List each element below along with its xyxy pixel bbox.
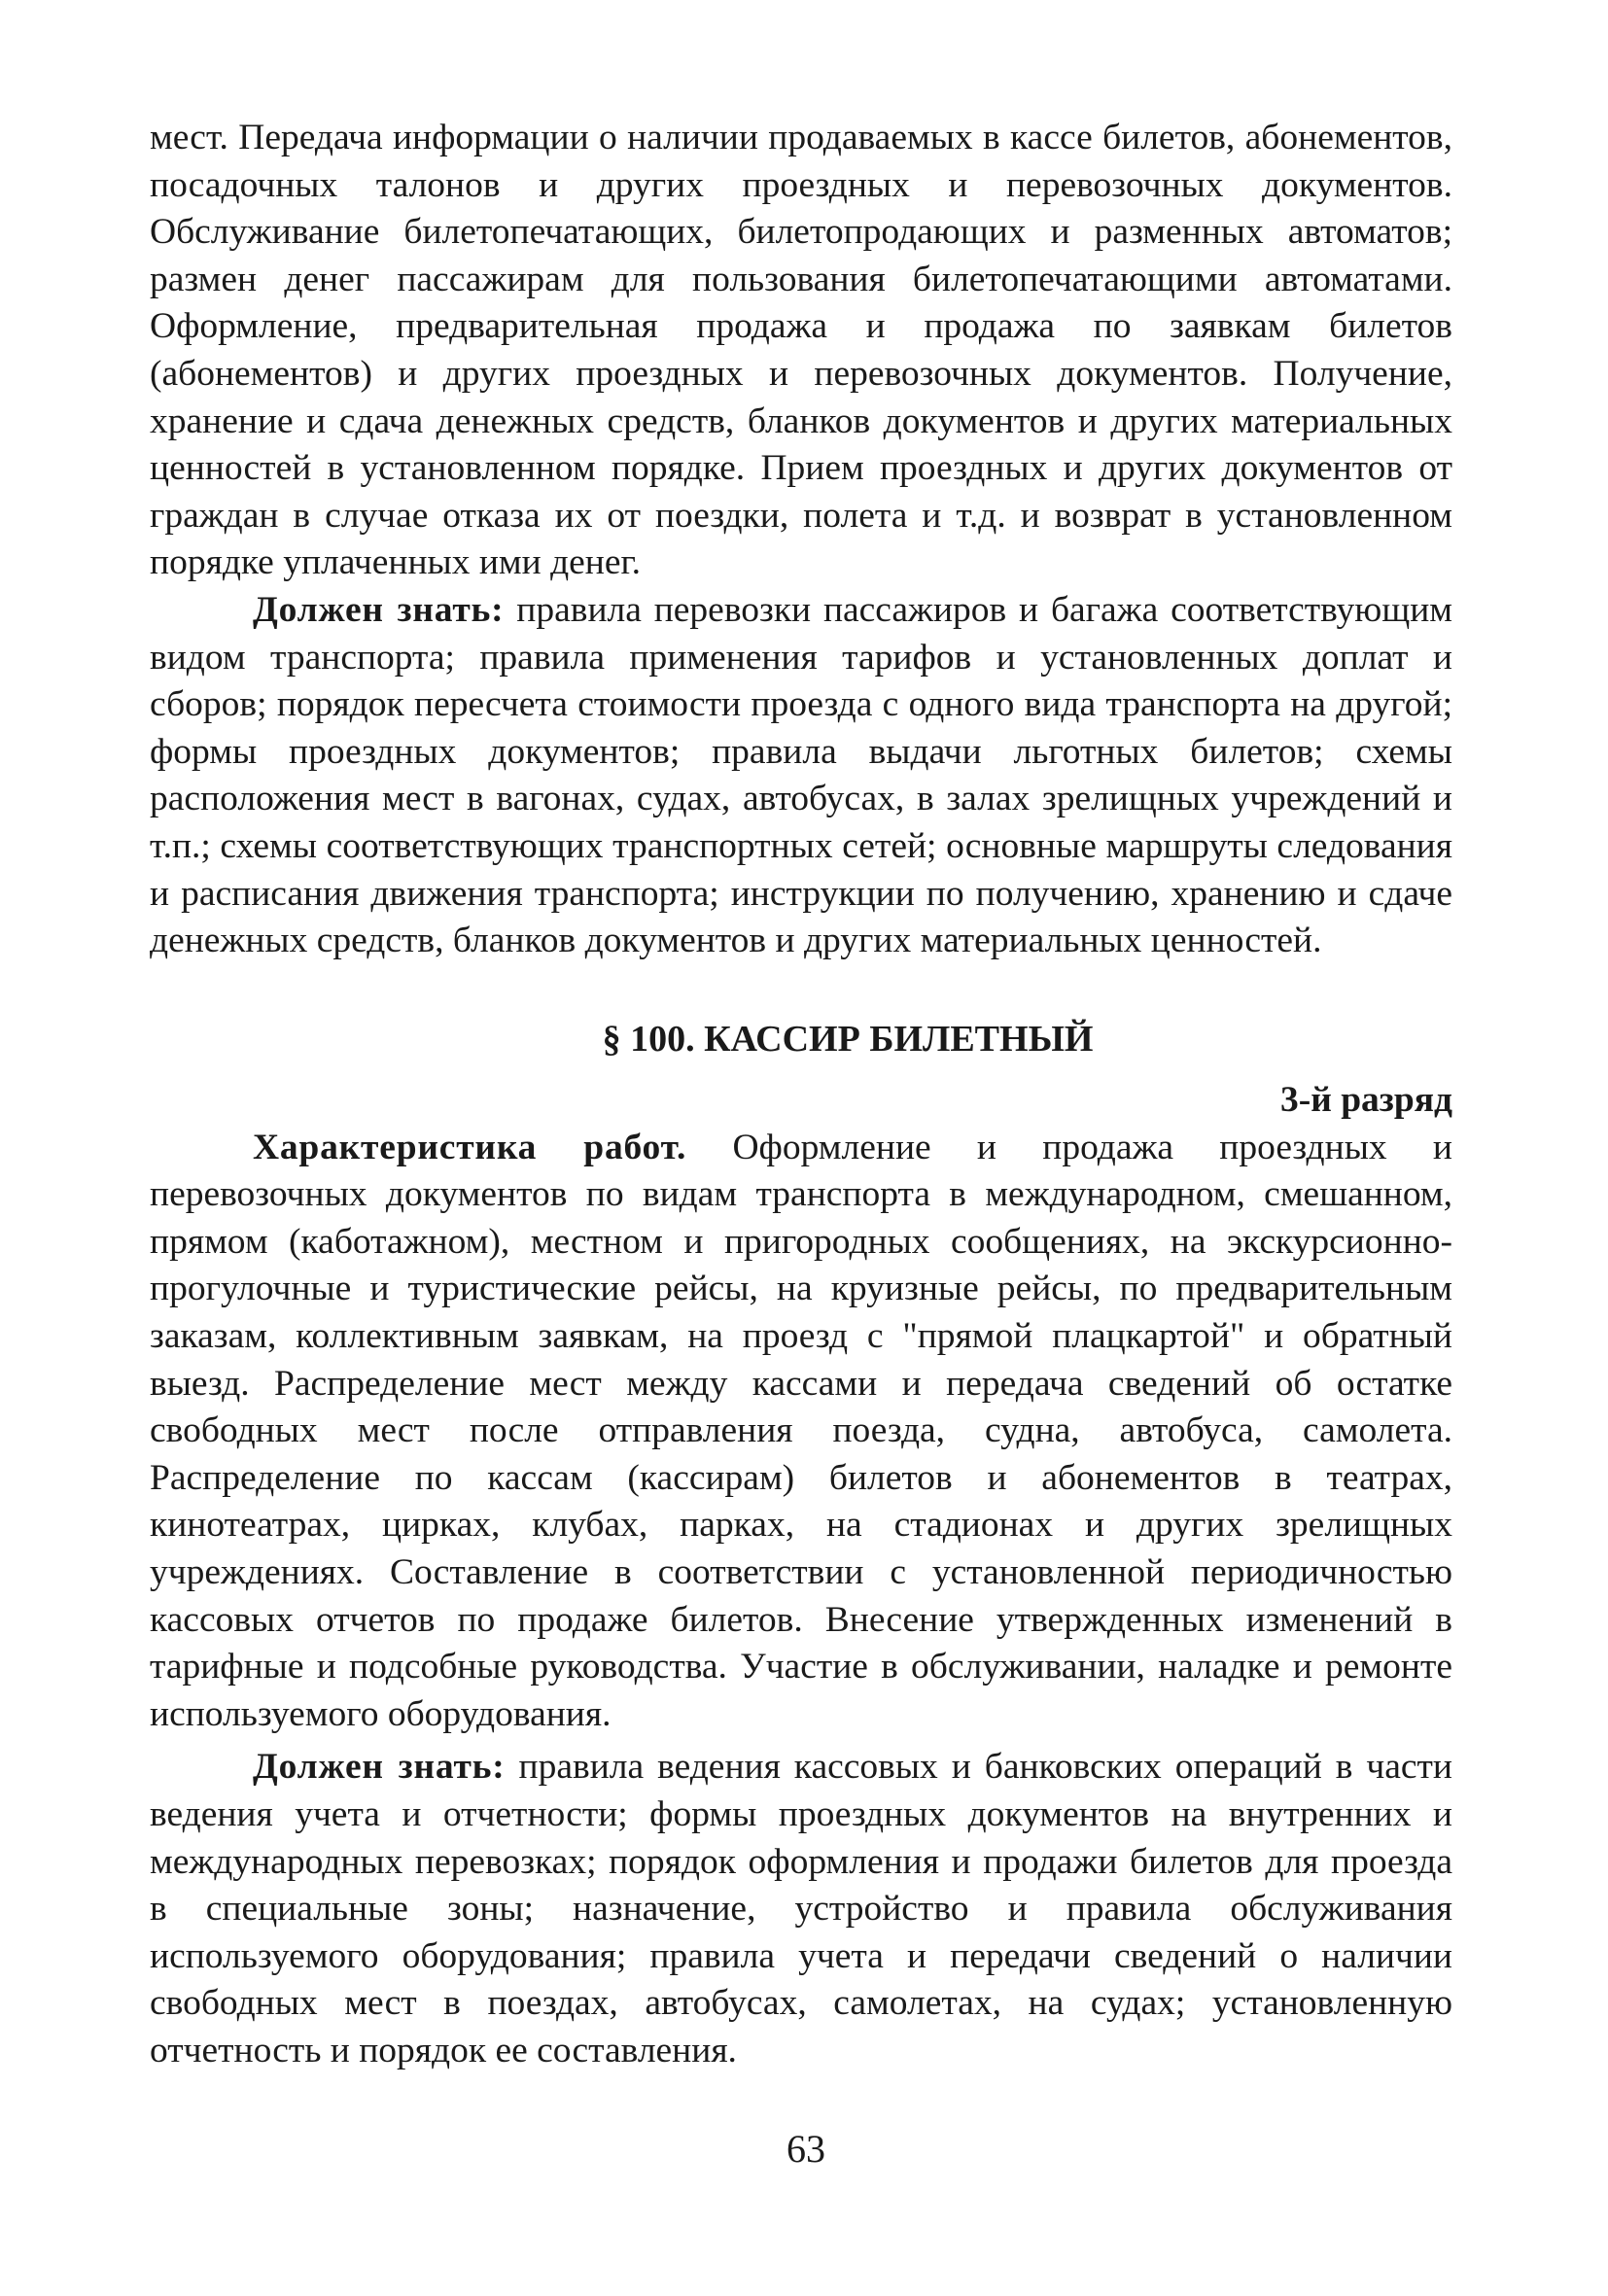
knowledge-paragraph-2 (150, 1744, 1452, 2074)
page-content (150, 115, 1452, 2075)
knowledge-text: правила перевозки пассажиров и багажа соответствующим видом транспорта; правила применения тарифов и установленных доплат и сборов; порядок пересчета стоимости проезда с одного вида транспорта на другой; формы проездных документов; правила выдачи льготных билетов; схемы расположения мест в вагонах, судах, автобусах, в залах зрелищных учреждений и т.п.; схемы соответствующих транспортных сетей; основные маршруты следования и расписания движения транспорта; инструкции по получению, хранению и сдаче денежных средств, бланков документов и других материальных ценностей. (150, 589, 1452, 961)
continued-paragraph: мест. Передача информации о наличии продаваемых в кассе билетов, абонементов, посадочных талонов и других проездных и перевозочных документов. Обслуживание билетопечатающих, билетопродающих и разменных автоматов; размен денег пассажирам для пользования билетопечатающими автоматами. Оформление, предварительная продажа и продажа по заявкам билетов (абонементов) и других проездных и перевозочных документов. Получение, хранение и сдача денежных средств, бланков документов и других материальных ценностей в установленном порядке. Прием проездных и других документов от граждан в случае отказа их от поездки, полета и т.д. и возврат в установленном порядке уплаченных ими денег. (150, 118, 1452, 583)
knowledge-paragraph-1 (150, 587, 1452, 965)
grade-label: 3-й разряд (1279, 1079, 1452, 1120)
work-characteristics-paragraph (150, 1125, 1452, 1739)
work-characteristics-text: Оформление и продажа проездных и перевозочных документов по видам транспорта в международном, смешанном, прямом (каботажном), местном и пригородных сообщениях, на экскурсионно-прогулочные и туристические рейсы, на круизные рейсы, по предварительным заказам, коллективным заявкам, на проезд с "прямой плацкартой" и обратный выезд. Распределение мест между кассами и передача сведений об остатке свободных мест после отправления поезда, судна, автобуса, самолета. Распределение по кассам (кассирам) билетов и абонементов в театрах, кинотеатрах, цирках, клубах, парках, на стадионах и других зрелищных учреждениях. Составление в соответствии с установленной периодичностью кассовых отчетов по продаже билетов. Внесение утвержденных изменений в тарифные и подсобные руководства. Участие в обслуживании, наладке и ремонте используемого оборудования. (150, 1127, 1452, 1734)
knowledge-label: Должен знать: (253, 589, 505, 630)
section-title: § 100. КАССИР БИЛЕТНЫЙ (602, 1018, 1094, 1060)
knowledge-text: правила ведения кассовых и банковских операций в части ведения учета и отчетности; формы проездных документов на внутренних и международных перевозках; порядок оформления и продажи билетов для проезда в специальные зоны; назначение, устройство и правила обслуживания используемого оборудования; правила учета и передачи сведений о наличии свободных мест в поездах, автобусах, самолетах, на судах; установленную отчетность и порядок ее составления. (150, 1747, 1452, 2070)
knowledge-label: Должен знать: (253, 1747, 506, 1788)
page-number: 63 (787, 2127, 825, 2171)
work-characteristics-label: Характеристика работ. (253, 1127, 687, 1167)
